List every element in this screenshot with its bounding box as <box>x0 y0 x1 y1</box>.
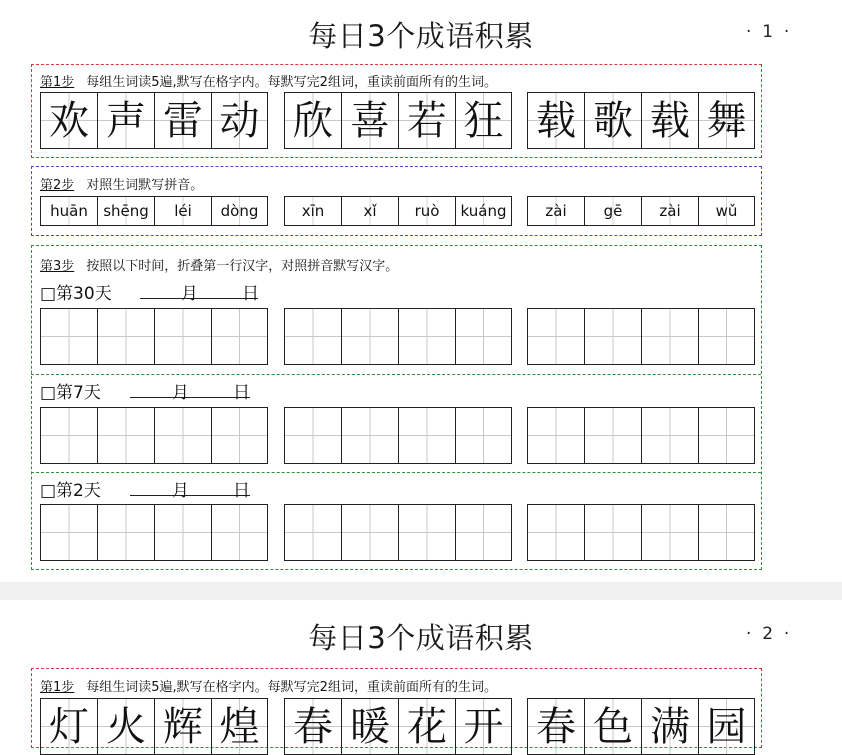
step1-text: 每组生词读5遍,默写在格字内。每默写完2组词，重读前面所有的生词。 <box>86 75 497 90</box>
writing-cell[interactable] <box>284 504 341 561</box>
pinyin-cell: xīn <box>284 196 341 226</box>
writing-cell[interactable] <box>584 308 641 365</box>
writing-cell[interactable] <box>398 504 455 561</box>
idiom-char-cell: 欣 <box>284 92 341 149</box>
writing-cell[interactable] <box>40 407 97 464</box>
idiom-char-cell: 舞 <box>698 92 755 149</box>
idiom-char-cell: 春 <box>284 698 341 755</box>
idiom-char-cell: 狂 <box>455 92 512 149</box>
writing-cell[interactable] <box>97 504 154 561</box>
step3-label: 第3步 <box>40 259 75 274</box>
pinyin-cell: léi <box>154 196 211 226</box>
idiom-char-cell: 园 <box>698 698 755 755</box>
writing-cell[interactable] <box>211 504 268 561</box>
idiom-char-cell: 煌 <box>211 698 268 755</box>
idiom-char-cell: 载 <box>527 92 584 149</box>
idiom-char-cell: 动 <box>211 92 268 149</box>
step1-instruction <box>40 676 497 695</box>
writing-cell[interactable] <box>341 308 398 365</box>
review-checkbox-label[interactable]: □第2天 <box>40 481 101 501</box>
idiom-char-cell: 春 <box>527 698 584 755</box>
review-checkbox-label[interactable]: □第7天 <box>40 383 101 403</box>
idiom-char-cell: 若 <box>398 92 455 149</box>
pinyin-cell: xǐ <box>341 196 398 226</box>
idiom-char-cell: 欢 <box>40 92 97 149</box>
writing-cell[interactable] <box>154 308 211 365</box>
step1-label: 第1步 <box>40 680 75 695</box>
writing-cell[interactable] <box>97 407 154 464</box>
writing-cell[interactable] <box>527 308 584 365</box>
pinyin-cell: dòng <box>211 196 268 226</box>
writing-cell[interactable] <box>284 308 341 365</box>
writing-cell[interactable] <box>40 308 97 365</box>
writing-cell[interactable] <box>398 308 455 365</box>
writing-cell[interactable] <box>40 504 97 561</box>
pinyin-cell: kuáng <box>455 196 512 226</box>
day-label: 日 <box>233 383 250 403</box>
idiom-char-cell: 暖 <box>341 698 398 755</box>
step2-text: 对照生词默写拼音。 <box>86 178 204 193</box>
step1-label: 第1步 <box>40 75 75 90</box>
page-number: · 1 · <box>746 22 790 42</box>
writing-cell[interactable] <box>584 407 641 464</box>
page-title: 每日3个成语积累 <box>308 621 534 655</box>
month-label: 月 <box>181 284 198 304</box>
pinyin-cell: huān <box>40 196 97 226</box>
day-label: 日 <box>233 481 250 501</box>
date-underline <box>130 397 250 398</box>
writing-cell[interactable] <box>211 308 268 365</box>
writing-cell[interactable] <box>455 308 512 365</box>
writing-cell[interactable] <box>341 504 398 561</box>
pinyin-cell: shēng <box>97 196 154 226</box>
idiom-char-cell: 喜 <box>341 92 398 149</box>
writing-cell[interactable] <box>698 407 755 464</box>
writing-cell[interactable] <box>641 308 698 365</box>
page-number: · 2 · <box>746 624 790 644</box>
idiom-char-cell: 声 <box>97 92 154 149</box>
pinyin-cell: zài <box>641 196 698 226</box>
writing-cell[interactable] <box>698 308 755 365</box>
review-divider <box>31 374 761 375</box>
day-label: 日 <box>242 284 259 304</box>
writing-cell[interactable] <box>641 504 698 561</box>
idiom-char-cell: 色 <box>584 698 641 755</box>
idiom-char-cell: 花 <box>398 698 455 755</box>
idiom-char-cell: 开 <box>455 698 512 755</box>
step3-instruction <box>40 255 398 274</box>
writing-cell[interactable] <box>154 407 211 464</box>
idiom-char-cell: 火 <box>97 698 154 755</box>
writing-cell[interactable] <box>641 407 698 464</box>
step2-label: 第2步 <box>40 178 75 193</box>
date-underline <box>130 495 250 496</box>
idiom-char-cell: 载 <box>641 92 698 149</box>
writing-cell[interactable] <box>398 407 455 464</box>
month-label: 月 <box>172 481 189 501</box>
review-divider <box>31 472 761 473</box>
writing-cell[interactable] <box>97 308 154 365</box>
writing-cell[interactable] <box>341 407 398 464</box>
writing-cell[interactable] <box>154 504 211 561</box>
idiom-char-cell: 雷 <box>154 92 211 149</box>
step3-text: 按照以下时间，折叠第一行汉字，对照拼音默写汉字。 <box>86 259 399 274</box>
writing-cell[interactable] <box>698 504 755 561</box>
idiom-char-cell: 灯 <box>40 698 97 755</box>
page-separator <box>0 582 842 600</box>
month-label: 月 <box>172 383 189 403</box>
writing-cell[interactable] <box>211 407 268 464</box>
idiom-char-cell: 歌 <box>584 92 641 149</box>
writing-cell[interactable] <box>455 504 512 561</box>
writing-cell[interactable] <box>284 407 341 464</box>
pinyin-cell: gē <box>584 196 641 226</box>
pinyin-cell: zài <box>527 196 584 226</box>
step1-instruction <box>40 71 497 90</box>
review-checkbox-label[interactable]: □第30天 <box>40 284 112 304</box>
step2-instruction <box>40 174 203 193</box>
idiom-char-cell: 满 <box>641 698 698 755</box>
writing-cell[interactable] <box>455 407 512 464</box>
date-underline <box>140 298 258 299</box>
pinyin-cell: wǔ <box>698 196 755 226</box>
writing-cell[interactable] <box>527 504 584 561</box>
step1-text: 每组生词读5遍,默写在格字内。每默写完2组词，重读前面所有的生词。 <box>86 680 497 695</box>
idiom-char-cell: 辉 <box>154 698 211 755</box>
writing-cell[interactable] <box>527 407 584 464</box>
pinyin-cell: ruò <box>398 196 455 226</box>
writing-cell[interactable] <box>584 504 641 561</box>
page-title: 每日3个成语积累 <box>308 19 534 53</box>
